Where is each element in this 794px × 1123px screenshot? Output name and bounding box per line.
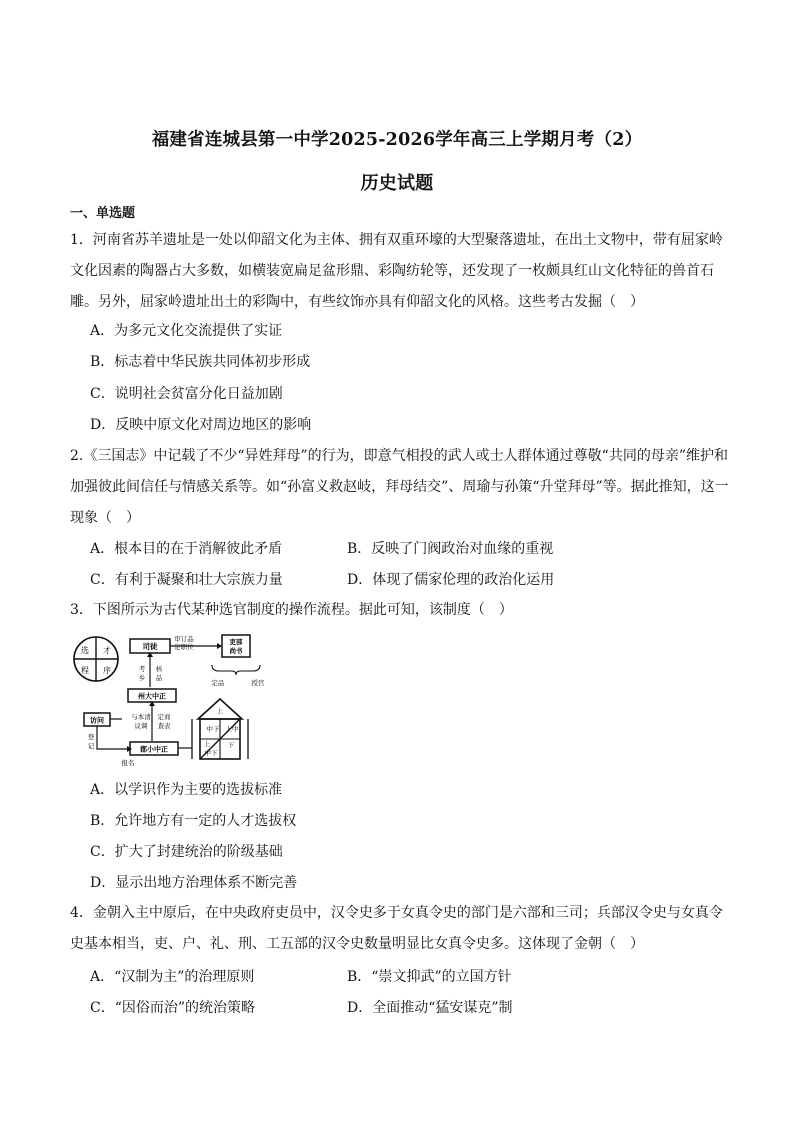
question-3-option-d[interactable]: D．显示出地方治理体系不断完善: [90, 875, 298, 891]
question-line: 文化因素的陶器占大多数，如横装宽扁足盆形鼎、彩陶纺轮等，还发现了一枚颇具红山文化特征的兽首石: [70, 263, 714, 279]
grade-label: 中下: [204, 749, 218, 757]
page-title: 福建省连城县第一中学2025-2026学年高三上学期月考（2）: [151, 130, 643, 150]
question-3-option-c[interactable]: C．扩大了封建统治的阶级基础: [90, 844, 283, 860]
page-subtitle: 历史试题: [360, 173, 434, 194]
question-line: 雕。另外，屈家岭遗址出土的彩陶中，有些纹饰亦具有仰韶文化的风格。这些考古发掘（ ）: [70, 294, 644, 310]
grade-label: 上中: [225, 725, 239, 733]
question-2-option-b[interactable]: B．反映了门阀政治对血缘的重视: [347, 541, 554, 557]
yuqing-label: 与本清: [131, 713, 151, 721]
dingshang-label: 查表: [157, 722, 171, 730]
grade-label: 上: [203, 740, 211, 748]
wheel-label: 选: [81, 646, 89, 655]
question-line: 1．河南省苏羊遗址是一处以仰韶文化为主体、拥有双重环壕的大型聚落遗址，在出土文物中，带有屈家岭: [70, 232, 723, 248]
question-4-option-c[interactable]: C．“因俗而治”的统治策略: [90, 1000, 256, 1016]
question-line: 3．下图所示为古代某种选官制度的操作流程。据此可知，该制度（ ）: [70, 602, 513, 618]
question-3-option-b[interactable]: B．允许地方有一定的人才选拔权: [90, 813, 297, 829]
question-line: 加强彼此间信任与情感关系等。如“孙富义救赵岐，拜母结交”、周瑜与孙策“升堂拜母”等。据此推知，这一: [70, 479, 729, 495]
grade-label: 上: [216, 707, 224, 715]
question-4-option-a[interactable]: A．“汉制为主”的治理原则: [90, 969, 255, 985]
kaoxiang-label: 乡: [138, 674, 146, 682]
section-heading: 一、单选题: [70, 206, 136, 221]
shouguan-label: 授官: [251, 679, 265, 687]
question-2-option-c[interactable]: C．有利于凝聚和壮大宗族力量: [90, 572, 283, 588]
shending-label: 定职位: [174, 643, 194, 651]
fangwen-label: 访问: [90, 716, 104, 725]
question-3-option-a[interactable]: A．以学识作为主要的选拔标准: [90, 782, 283, 798]
question-1-option-a[interactable]: A．为多元文化交流提供了实证: [90, 323, 283, 339]
grade-label: 中下: [206, 725, 220, 733]
baoming-label: 报名: [121, 759, 135, 767]
question-3-stem: [70, 595, 730, 626]
situ-label: 司徒: [142, 642, 158, 651]
zhou-label: 州大中正: [138, 692, 166, 701]
wheel-label: 才: [103, 646, 111, 655]
libu-label: 吏部: [229, 638, 243, 646]
question-4-option-b[interactable]: B．“崇文抑武”的立国方针: [347, 969, 512, 985]
question-line: 现象（ ）: [70, 510, 140, 526]
yuqing-label: 议调: [134, 722, 148, 730]
selection-wheel: [74, 637, 118, 681]
grade-label: 下: [227, 741, 235, 749]
grade-house: [192, 699, 248, 759]
wheel-label: 序: [103, 666, 111, 675]
hepin-label: 核: [155, 665, 163, 673]
hepin-label: 品: [155, 674, 163, 682]
question-1-option-b[interactable]: B．标志着中华民族共同体初步形成: [90, 354, 311, 370]
question-line: 4．金朝入主中原后，在中央政府吏员中，汉令史多于女真令史的部门是六部和三司；兵部汉令史与女真令: [70, 905, 723, 921]
question-1-option-d[interactable]: D．反映中原文化对周边地区的影响: [90, 417, 312, 433]
question-line: 史基本相当，吏、户、礼、刑、工五部的汉令史数量明显比女真令史多。这体现了金朝（ ）: [70, 936, 644, 952]
kaoxiang-label: 考: [138, 665, 146, 673]
jun-label: 郡小中正: [140, 745, 168, 754]
question-4-stem: [70, 898, 730, 960]
question-2-option-d[interactable]: D．体现了儒家伦理的政治化运用: [347, 572, 555, 588]
wheel-label: 程: [81, 666, 89, 675]
dingshang-label: 定商: [157, 713, 171, 721]
dingpin-label: 定品: [211, 679, 225, 687]
libu-label: 尚书: [229, 647, 243, 655]
shending-label: 审订品: [174, 635, 194, 643]
question-2-stem: [70, 441, 730, 534]
question-1-stem: [70, 225, 730, 318]
question-2-option-a[interactable]: A．根本目的在于消解彼此矛盾: [90, 541, 283, 557]
question-line: 2.《三国志》中记载了不少“异姓拜母”的行为，即意气相投的武人或士人群体通过尊敬“共同的母亲”维护和: [70, 448, 728, 464]
dengji-label: 记: [87, 742, 95, 750]
question-1-option-c[interactable]: C．说明社会贫富分化日益加剧: [90, 386, 283, 402]
dengji-label: 登: [87, 733, 95, 741]
selection-process-diagram: [72, 631, 272, 771]
question-4-option-d[interactable]: D．全面推动“猛安谋克”制: [347, 1000, 513, 1016]
